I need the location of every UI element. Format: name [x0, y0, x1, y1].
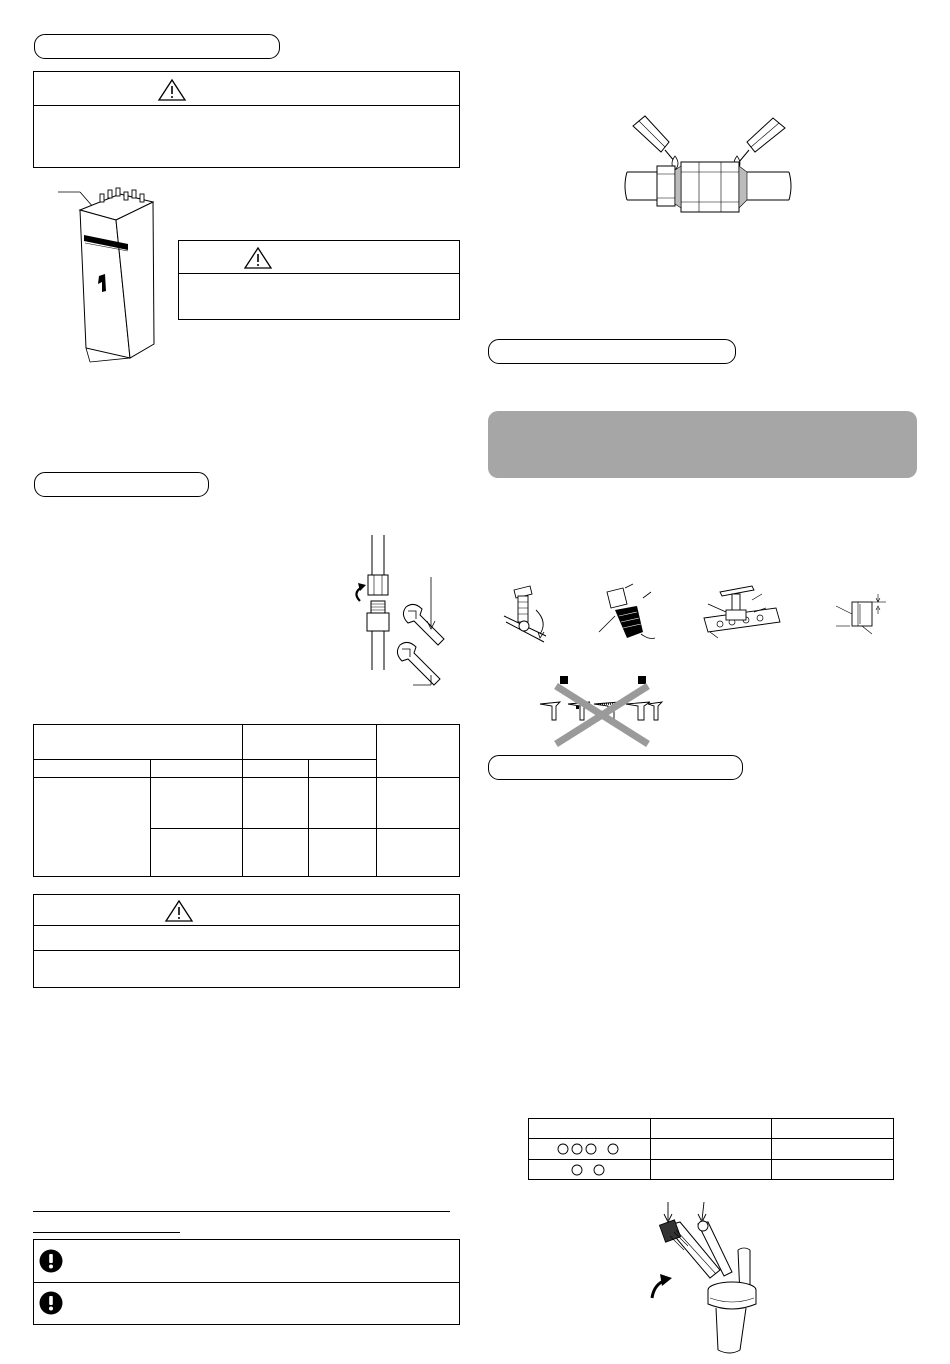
circle-marks-row-1 [557, 1141, 627, 1157]
flare-dimension-illustration [832, 592, 892, 634]
section-heading-1 [34, 34, 280, 59]
unit-illustration [50, 178, 165, 368]
pipe-table [33, 724, 460, 877]
flaring-tool-illustration [700, 582, 784, 644]
torque-wrench-illustration [640, 1200, 770, 1360]
circle-marks-row-2 [571, 1162, 611, 1178]
bad-flare-illustration [538, 674, 664, 746]
small-table [528, 1118, 894, 1180]
wrench-illustration [338, 535, 456, 695]
warning-triangle-icon [164, 899, 194, 923]
warning-triangle-icon [243, 246, 273, 270]
mandatory-icon [39, 1291, 63, 1315]
section-heading-2 [34, 472, 209, 497]
gray-notice-band [488, 411, 917, 478]
section-heading-3 [488, 339, 736, 364]
mandatory-icon [39, 1249, 63, 1273]
pipe-cutter-illustration [500, 582, 560, 644]
underline-1 [33, 1211, 450, 1212]
warning-box-3 [33, 894, 460, 988]
underline-2 [33, 1232, 180, 1233]
section-heading-4 [488, 755, 743, 780]
mandatory-notes-box [33, 1239, 460, 1325]
warning-box-2 [178, 240, 460, 320]
brazing-illustration [625, 112, 793, 224]
warning-triangle-icon [157, 78, 187, 102]
warning-box-1 [33, 71, 460, 168]
reamer-illustration [593, 582, 657, 644]
